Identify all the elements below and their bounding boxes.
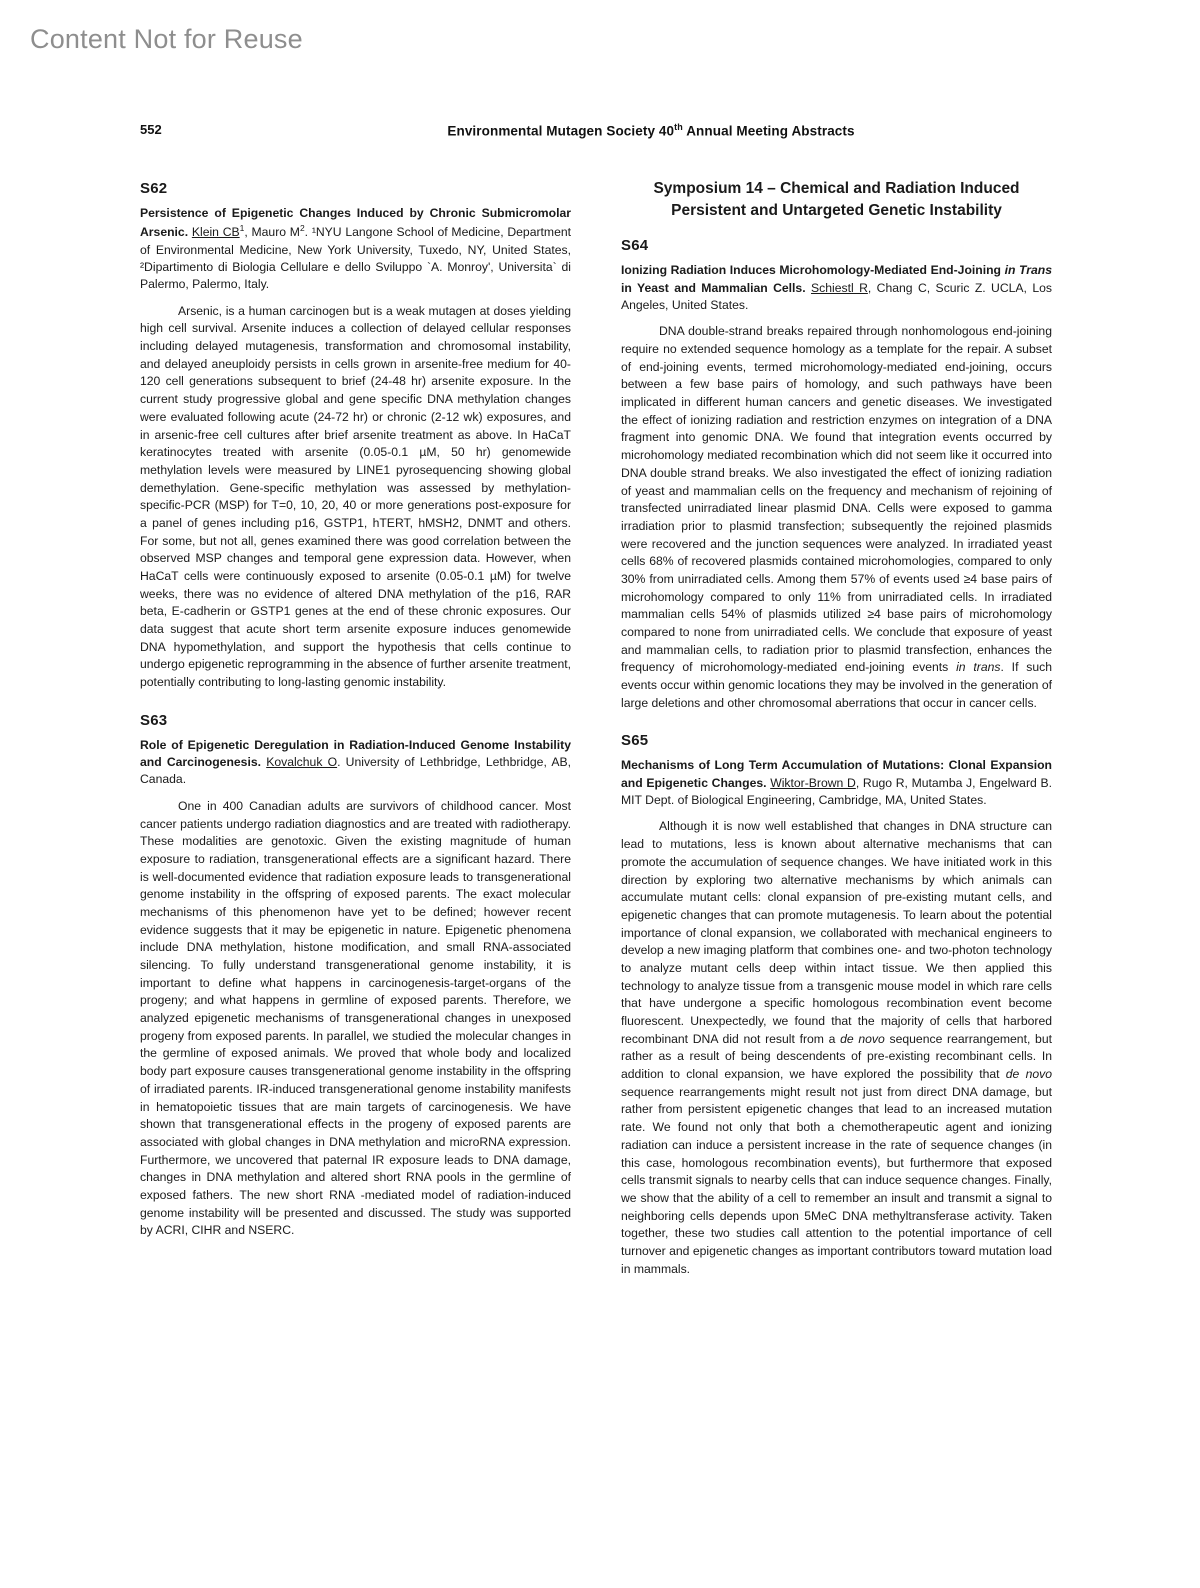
running-head-title [250, 122, 1052, 139]
abstract-title-s63 [140, 737, 571, 789]
abstract-title-s62 [140, 205, 571, 294]
abstract-body-s63: One in 400 Canadian adults are survivors of childhood cancer. Most cancer patients undergo radiation diagnostics and are treated with radiotherapy. These modalities are genotoxic. Given the existing magnitude of human exposure to radiation, transgenerational effects are a significant hazard. There is well-documented evidence that radiation exposure leads to transgenerational genome instability in the offspring of exposed parents. The exact molecular mechanisms of this phenomenon have yet to be defined; however recent evidence suggests that it may be epigenetic in nature. Epigenetic phenomena include DNA methylation, histone modification, and small RNA-associated silencing. To fully understand transgenerational genome instability, it is important to define what happens in carcinogenesis-target-organs of the progeny; and what happens in germline of exposed parents. Therefore, we analyzed epigenetic mechanisms of transgenerational changes in unexposed progeny from exposed parents. In parallel, we studied the molecular changes in the germline of exposed animals. We proved that whole body and localized body part exposure causes transgenerational genome instability in the offspring of irradiated parents. IR-induced transgenerational genome instability manifests in hematopoietic tissues that are main targets of carcinogenesis. We have shown that transgenerational effects in the progeny of exposed parents are associated with global changes in DNA methylation and microRNA expression. Furthermore, we uncovered that paternal IR exposure leads to DNA damage, changes in DNA methylation and altered short RNA pools in the germline of exposed fathers. The new short RNA -mediated model of radiation-induced genome instability will be presented and discussed. The study was supported by ACRI, CIHR and NSERC. [140, 798, 571, 1238]
abstract-title-s64 [621, 262, 1052, 314]
right-column [621, 176, 1052, 1278]
abstract-number-s62: S62 [140, 180, 168, 197]
abstract-body-b-s64: . If such events occur within genomic locations they may be involved in the generation of large deletions and other chromosomal aberrations that occur in cancer cells. [621, 660, 1052, 710]
left-column [140, 176, 571, 1278]
watermark-text: Content Not for Reuse [30, 24, 303, 54]
abstract-title-italic-s64: in Trans [1004, 263, 1052, 278]
abstract-spacer [140, 692, 571, 708]
abstract-authors-rest-s65: , Rugo R, Mutamba J, Engelward B. [855, 775, 1052, 790]
running-head-title-part1: Environmental Mutagen Society 40 [447, 123, 675, 139]
abstract-body-s62: Arsenic, is a human carcinogen but is a weak mutagen at doses yielding high cell survival. Arsenite induces a collection of delayed cellular responses including delayed mutagenesis, transformation and chromosomal instability, and delayed aneuploidy persists in cells grown in arsenite-free medium for 40-120 cell generations subsequent to brief (24-48 hr) arsenite exposure. In the current study progressive global and gene specific DNA methylation changes were evaluated following acute (24-72 hr) or chronic (2-12 wk) exposures, and in arsenic-free cell cultures after brief arsenite treatment as above. In HaCaT keratinocytes treated with arsenite (0.05-0.1 µM, 50 hr) genomewide methylation levels were measured by LINE1 pyrosequencing showing global demethylation. Gene-specific methylation was assessed by methylation-specific-PCR (MSP) for T=0, 10, 20, 40 or more generations post-exposure for a panel of genes including p16, GSTP1, hTERT, hMSH2, DNMT and others. For some, but not all, genes examined there was good correlation between the observed MSP changes and temporal gene expression data. However, when HaCaT cells were continuously exposed to arsenite (0.05-0.1 µM) for twelve weeks, there was no evidence of altered DNA methylation of the p16, RAR beta, E-cadherin or GSTP1 genes at the end of these chronic exposures. Our data suggest that acute short term arsenite exposure induces genomewide DNA hypomethylation, and support the hypothesis that cells continue to undergo epigenetic reprogramming in the absence of further arsenite treatment, potentially contributing to long-lasting genomic instability. [140, 303, 571, 690]
abstract-affiliation-s65: MIT Dept. of Biological Engineering, Cambridge, MA, United States. [621, 793, 987, 808]
abstract-number-s65: S65 [621, 732, 649, 750]
abstract-body-s65 [621, 818, 1052, 1278]
abstract-body-italic2-s65: de novo [1005, 1067, 1052, 1082]
first-author-s63: Kovalchuk O [266, 755, 338, 770]
two-column-layout [140, 176, 1052, 1278]
first-author-s64: Schiestl R [811, 280, 868, 295]
abstract-affiliation-s63: University of Lethbridge, Lethbridge, AB, Canada. [140, 755, 571, 787]
abstract-number-s64: S64 [621, 237, 649, 255]
abstract-title-text-s62: Persistence of Epigenetic Changes Induced by Chronic Submicromolar Arsenic. [140, 206, 571, 240]
abstract-s62 [140, 180, 571, 692]
first-author-s65: Wiktor-Brown D [770, 775, 856, 790]
page-content [140, 120, 1052, 1278]
abstract-body-italic1-s65: de novo [840, 1031, 885, 1046]
first-author-s62: Klein CB [191, 225, 240, 240]
symposium-heading: Symposium 14 – Chemical and Radiation Induced Persistent and Untargeted Genetic Instability [653, 180, 1020, 219]
abstract-body-b-s65: sequence rearrangement, but rather as a result of being descendents of pre-existing recombinant cells. In addition to clonal expansion, we have explored the possibility that [621, 1031, 1052, 1082]
abstract-authors-s65 [770, 776, 1052, 790]
page-number: 552 [140, 122, 162, 137]
abstract-authors-rest-s62: , Mauro M [244, 225, 300, 240]
abstract-body-c-s65: sequence rearrangements might result not just from direct DNA damage, but rather from persistent epigenetic changes that lead to an increased mutation rate. We found not only that both a chemotherapeutic agent and ionizing radiation can induce a persistent increase in the rate of sequence changes (in this case, homologous recombination events), but furthermore that exposed cells transmit signals to nearby cells that can induce sequence changes. Finally, we show that the ability of a cell to remember an insult and transmit a signal to neighboring cells depends upon 5MeC DNA methyltransferase activity. Taken together, these two studies call attention to the potential importance of cell turnover and epigenetic changes as important contributors toward mutation load in mammals. [621, 1084, 1052, 1276]
second-author-affil-marker-s62: 2 [299, 223, 305, 234]
running-head [140, 120, 1052, 146]
abstract-number-s63: S63 [140, 711, 168, 729]
abstract-body-s64 [621, 323, 1052, 712]
abstract-body-italic-s64: in trans [956, 660, 1001, 675]
abstract-s63 [140, 712, 571, 1240]
abstract-affiliation-s64: UCLA, Los Angeles, United States. [621, 280, 1052, 313]
abstract-title-text-s63: Role of Epigenetic Deregulation in Radiation-Induced Genome Instability and Carcinogenesis. [140, 737, 571, 770]
abstract-title-s65 [621, 757, 1052, 809]
first-author-affil-marker-s62: 1 [239, 223, 245, 234]
abstract-title-text-a-s64: Ionizing Radiation Induces Microhomology-Mediated End-Joining [621, 263, 1005, 278]
abstract-spacer [621, 712, 1052, 728]
abstract-title-text-s65: Mechanisms of Long Term Accumulation of Mutations: Clonal Expansion and Epigenetic Changes. [621, 758, 1052, 790]
running-head-ordinal-suffix: th [674, 122, 683, 132]
abstract-authors-rest-s63: . [337, 755, 341, 770]
running-head-title-part2: Annual Meeting Abstracts [682, 123, 855, 139]
abstract-authors-rest-s64: , Chang C, Scuric Z. [867, 280, 986, 295]
abstract-title-text-b-s64: in Yeast and Mammalian Cells. [621, 280, 806, 295]
abstract-body-a-s64: DNA double-strand breaks repaired through nonhomologous end-joining require no extended sequence homology as a template for the repair. A subset of end-joining events, termed microhomology-mediated end-joining, occurs between a few base pairs of homology, and such pathways have been implicated in different human cancers and genetic diseases. We investigated the effect of ionizing radiation and restriction enzymes on integration of a DNA fragment into genomic DNA. We found that integration events occurred by microhomology mediated recombination which did not seem like it occurred into DNA double strand breaks. We also investigated the effect of ionizing radiation of yeast and mammalian cells on the frequency and mechanism of rejoining of transfected unirradiated linear plasmid DNA. Cells were exposed to gamma irradiation prior to plasmid transfection; subsequently the rejoined plasmids were recovered and the junction sequences were analyzed. In irradiated yeast cells 68% of recovered plasmids contained microhomologies, compared to only 30% from unirradiated cells. Among them 57% of events used ≥4 base pairs of microhomology compared to only 11% from unirradiated cells. In irradiated mammalian cells 54% of plasmids utilized ≥4 base pairs of microhomology compared to none from unirradiated cells. We conclude that exposure of yeast and mammalian cells, to radiation prior to plasmid transfection, enhances the frequency of microhomology-mediated end-joining events [621, 324, 1052, 675]
abstract-authors-s64 [811, 281, 986, 295]
abstract-s65 [621, 732, 1052, 1278]
abstract-body-a-s65: Although it is now well established that changes in DNA structure can lead to mutations, less is known about alternative mechanisms that can promote the accumulation of sequence changes. We have initiated work in this direction by exploring two alternative mechanisms by which animals can accumulate mutant cells: clonal expansion of pre-existing mutant cells, and epigenetic changes that can promote mutagenesis. To learn about the potential importance of clonal expansion, we collaborated with mechanical engineers to develop a new imaging platform that combines one- and two-photon technology to analyze mutant cells deep within intact tissue. We then applied this technology to analyze tissue from a transgenic mouse model in which rare cells that have undergone a specific homologous recombination event become fluorescent. Unexpectedly, we found that the majority of cells that harbored recombinant DNA did not result from a [621, 819, 1052, 1046]
abstract-authors-s62 [192, 225, 308, 239]
abstract-affiliation-s62: ¹NYU Langone School of Medicine, Department of Environmental Medicine, New York University, Tuxedo, NY, United States, ²Dipartimento di Biologia Cellulare e dello Sviluppo `A. Monroy', Universita` di Palermo, Palermo, Italy. [140, 225, 572, 292]
abstract-s64 [621, 237, 1052, 712]
abstract-authors-end-s62: . [304, 225, 309, 240]
abstract-authors-s63 [266, 755, 340, 769]
